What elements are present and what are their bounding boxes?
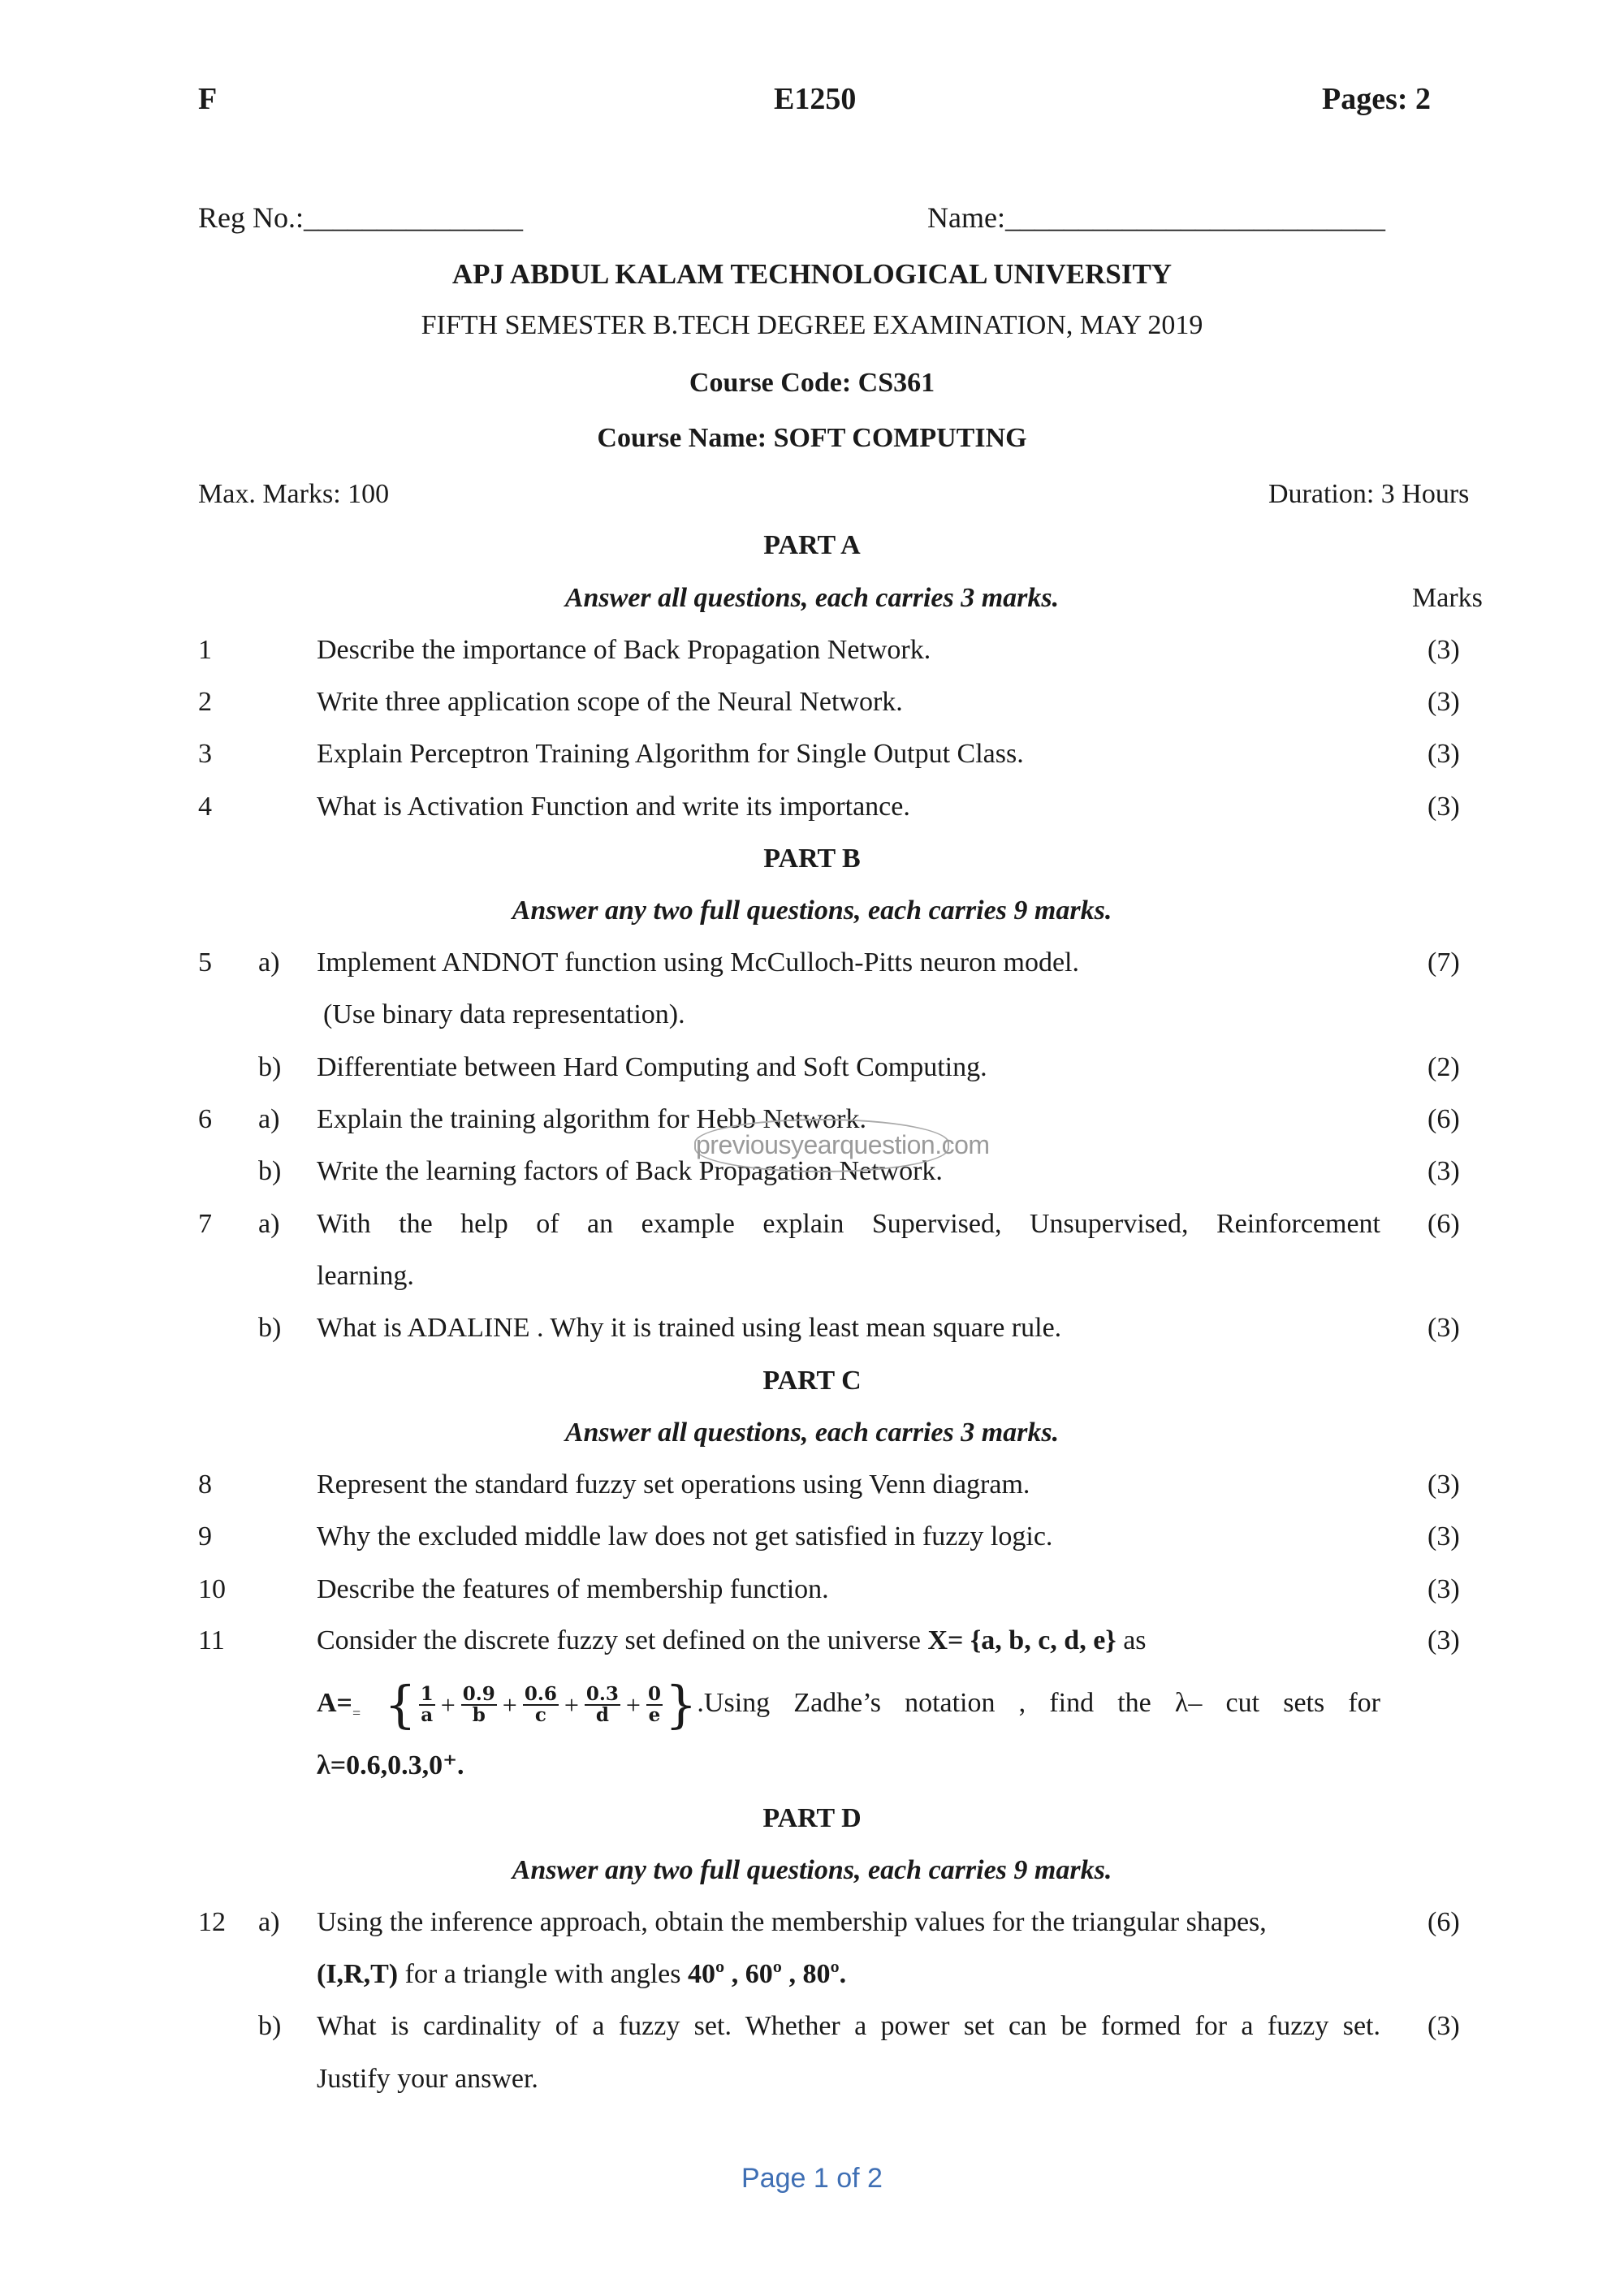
question-marks: (3): [1427, 1521, 1460, 1552]
question-text: What is cardinality of a fuzzy set. Whether a power set can be formed for a fuzzy set.: [317, 2011, 1380, 2041]
plus-sign: +: [625, 1690, 641, 1720]
question-marks: (2): [1427, 1052, 1460, 1082]
question-text-part: as: [1116, 1625, 1147, 1655]
question-marks: (3): [1427, 739, 1460, 769]
question-number: 6: [198, 1104, 212, 1134]
sub-question-label: a): [258, 947, 280, 978]
course-name: Course Name: SOFT COMPUTING: [597, 423, 1027, 453]
question-number: 8: [198, 1470, 212, 1500]
question-number: 4: [198, 792, 212, 822]
fuzzy-set-expression: [317, 1671, 1380, 1746]
part-a-title: PART A: [763, 530, 861, 560]
membership-fraction: [585, 1685, 620, 1725]
page-footer: Page 1 of 2: [741, 2163, 883, 2194]
question-text: Implement ANDNOT function using McCulloch-Pitts neuron model.: [317, 947, 1080, 978]
question-marks: (3): [1427, 1470, 1460, 1500]
sub-question-label: b): [258, 1156, 282, 1186]
question-marks: (3): [1427, 1313, 1460, 1343]
membership-fraction: [523, 1685, 559, 1725]
element-label: a: [421, 1704, 434, 1727]
question-text-continued: (Use binary data representation).: [323, 999, 685, 1029]
question-text: Explain Perceptron Training Algorithm for Single Output Class.: [317, 739, 1024, 769]
question-number: 5: [198, 947, 212, 978]
plus-sign: +: [502, 1690, 517, 1720]
question-text: Using the inference approach, obtain the membership values for the triangular shapes,: [317, 1907, 1267, 1937]
question-marks: (3): [1427, 2011, 1460, 2041]
fraction-terms: [417, 1683, 665, 1727]
question-number: 9: [198, 1521, 212, 1552]
question-marks: (3): [1427, 792, 1460, 822]
question-text: With the help of an example explain Supervised, Unsupervised, Reinforcement: [317, 1209, 1380, 1239]
part-b-title: PART B: [763, 844, 861, 874]
question-marks: (3): [1427, 1574, 1460, 1604]
left-brace: {: [384, 1675, 417, 1735]
part-d-instruction: Answer any two full questions, each carries 9 marks.: [512, 1855, 1112, 1885]
university-name: APJ ABDUL KALAM TECHNOLOGICAL UNIVERSITY: [451, 258, 1173, 290]
question-number: 3: [198, 739, 212, 769]
universe-set: X= {a, b, c, d, e}: [927, 1625, 1116, 1655]
exam-title: FIFTH SEMESTER B.TECH DEGREE EXAMINATION, MAY 2019: [421, 310, 1203, 340]
question-text: What is Activation Function and write its importance.: [317, 792, 910, 822]
membership-value: 0: [647, 1683, 661, 1706]
set-label-subscript: =: [352, 1704, 361, 1721]
question-text: Explain the training algorithm for Hebb Network.: [317, 1104, 866, 1134]
question-text: [317, 1625, 1147, 1657]
set-label: A=: [317, 1688, 352, 1718]
plus-sign: +: [564, 1690, 579, 1720]
question-number: 1: [198, 635, 212, 665]
membership-value: 0.6: [524, 1683, 557, 1706]
watermark-logo: previousyearquestion.com: [694, 1119, 949, 1172]
shape-set: (I,R,T): [317, 1959, 399, 1989]
question-marks: (6): [1427, 1907, 1460, 1937]
part-a-instruction: Answer all questions, each carries 3 marks.: [564, 583, 1060, 613]
membership-value: 1: [420, 1683, 434, 1706]
lambda-values: λ=0.6,0.3,0⁺.: [317, 1750, 464, 1780]
question-marks: (6): [1427, 1209, 1460, 1239]
question-number: 7: [198, 1209, 212, 1239]
question-text: Describe the importance of Back Propagation Network.: [317, 635, 931, 665]
element-label: c: [534, 1704, 546, 1727]
sub-question-label: a): [258, 1907, 280, 1937]
question-marks: (3): [1427, 1156, 1460, 1186]
element-label: b: [472, 1704, 486, 1727]
membership-fraction: [461, 1685, 497, 1725]
page-count: Pages: 2: [1322, 82, 1432, 116]
membership-value: 0.9: [462, 1683, 495, 1706]
sub-question-label: a): [258, 1209, 280, 1239]
membership-fraction: [646, 1685, 663, 1725]
question-text-part: Consider the discrete fuzzy set defined on the universe: [317, 1625, 928, 1655]
question-marks: (3): [1427, 1625, 1460, 1655]
triangle-angles: 40º , 60º , 80º.: [688, 1959, 847, 1989]
question-text-part: for a triangle with angles: [398, 1959, 688, 1989]
question-text: Write the learning factors of Back Propagation Network.: [317, 1156, 943, 1186]
question-marks: (3): [1427, 687, 1460, 717]
sub-question-label: b): [258, 1313, 282, 1343]
max-marks: Max. Marks: 100: [198, 479, 390, 509]
question-text: Represent the standard fuzzy set operations using Venn diagram.: [317, 1470, 1030, 1500]
paper-set-letter: F: [198, 82, 218, 116]
question-text-continued: Justify your answer.: [317, 2064, 538, 2094]
sub-question-label: a): [258, 1104, 280, 1134]
element-label: d: [595, 1704, 609, 1727]
membership-fraction: [419, 1685, 435, 1725]
question-text-continued: learning.: [317, 1261, 414, 1291]
question-text: What is ADALINE . Why it is trained using least mean square rule.: [317, 1313, 1062, 1343]
sub-question-label: b): [258, 2011, 282, 2041]
question-text-part: .Using Zadhe’s notation , find the λ– cut sets for: [697, 1688, 1381, 1718]
reg-no-field: Reg No.:_______________: [198, 201, 523, 234]
name-field: Name:__________________________: [927, 201, 1385, 234]
question-text: Differentiate between Hard Computing and Soft Computing.: [317, 1052, 987, 1082]
right-brace: }: [664, 1675, 698, 1735]
part-c-instruction: Answer all questions, each carries 3 marks.: [564, 1418, 1060, 1448]
question-text: Why the excluded middle law does not get satisfied in fuzzy logic.: [317, 1521, 1053, 1552]
question-text: Write three application scope of the Neural Network.: [317, 687, 903, 717]
course-code: Course Code: CS361: [689, 368, 935, 398]
question-text-continued: [317, 1958, 846, 1991]
question-number: 12: [198, 1907, 226, 1937]
plus-sign: +: [440, 1690, 456, 1720]
part-c-title: PART C: [762, 1366, 862, 1396]
question-number: 2: [198, 687, 212, 717]
question-number: 11: [198, 1625, 225, 1655]
duration: Duration: 3 Hours: [1268, 479, 1470, 509]
element-label: e: [648, 1704, 661, 1727]
part-b-instruction: Answer any two full questions, each carries 9 marks.: [512, 896, 1112, 926]
marks-heading: Marks: [1412, 583, 1483, 613]
part-d-title: PART D: [762, 1803, 862, 1833]
sub-question-label: b): [258, 1052, 282, 1082]
paper-code: E1250: [774, 82, 857, 116]
question-marks: (6): [1427, 1104, 1460, 1134]
question-number: 10: [198, 1574, 226, 1604]
question-marks: (3): [1427, 635, 1460, 665]
question-marks: (7): [1427, 947, 1460, 978]
membership-value: 0.3: [585, 1683, 619, 1706]
question-text: Describe the features of membership function.: [317, 1574, 829, 1604]
